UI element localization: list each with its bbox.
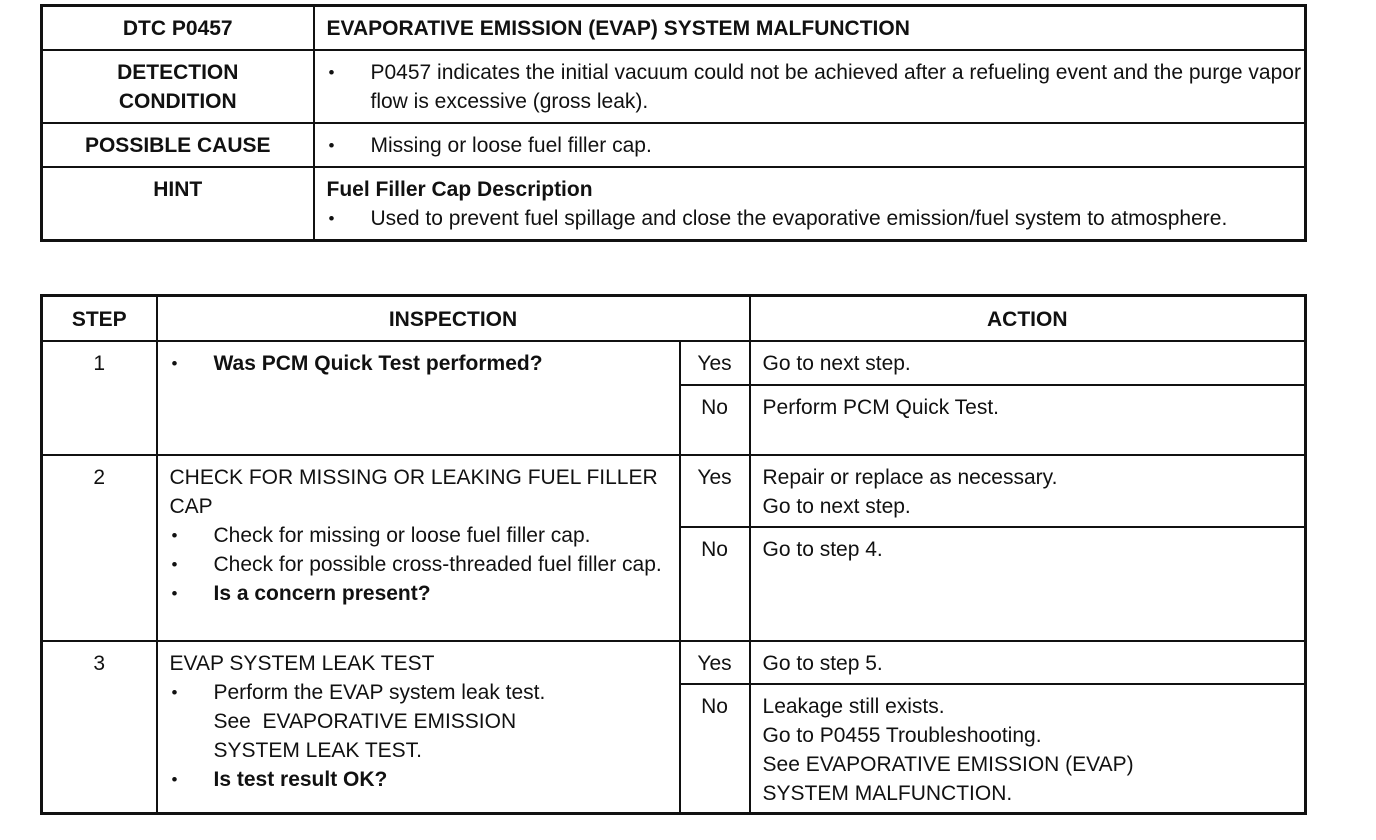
step-3-no-action [750,684,1306,814]
dtc-code-label: DTC P0457 [42,6,314,51]
step-2-yes-action-line2: Go to next step. [762,495,911,518]
step-3-inspection [157,641,680,814]
step-2-yes-action-line1: Repair or replace as necessary. [762,466,1058,489]
dtc-title-row [42,6,1306,51]
step-3-heading: EVAP SYSTEM LEAK TEST [169,652,435,675]
step-3-question: Is test result OK? [213,768,388,791]
bullet-icon: • [171,354,178,373]
inspection-header: INSPECTION [157,296,750,342]
step-2-question: Is a concern present? [213,582,431,605]
step-1-yes-row [42,341,1306,385]
cause-text: Missing or loose fuel filler cap. [370,134,652,157]
step-3-item-1-line2: See EVAPORATIVE EMISSION [213,710,517,733]
step-3-no-action-line2: Go to P0455 Troubleshooting. [762,724,1042,747]
hint-label: HINT [42,167,314,241]
bullet-icon: • [328,209,335,228]
troubleshooting-steps-table [40,294,1307,815]
step-2-no-action: Go to step 4. [750,527,1306,641]
step-3-yes-action: Go to step 5. [750,641,1306,684]
step-number: 1 [42,341,157,455]
step-2-inspection [157,455,680,641]
step-2-item-1: Check for missing or loose fuel filler cap. [213,524,591,547]
cause-cell [314,123,1306,167]
no-label: No [680,385,750,455]
bullet-icon: • [171,770,178,789]
detection-text: P0457 indicates the initial vacuum could not be achieved after a refueling event and the purge vapor flow is excessive (gross leak). [370,61,1301,113]
no-label: No [680,527,750,641]
step-3-no-action-line1: Leakage still exists. [762,695,945,718]
detection-label-line1: DETECTION [117,61,239,84]
hint-text: Used to prevent fuel spillage and close the evaporative emission/fuel system to atmosphere. [370,207,1228,230]
step-3-item-1 [214,678,669,765]
hint-heading: Fuel Filler Cap Description [326,178,593,201]
detection-cell [314,50,1306,123]
no-label: No [680,684,750,814]
yes-label: Yes [680,341,750,385]
bullet-icon: • [171,584,178,603]
bullet-icon: • [171,683,178,702]
step-3-item-1-line1: Perform the EVAP system leak test. [213,681,546,704]
step-1-inspection [157,341,680,455]
dtc-summary-table [40,4,1307,242]
step-1-question: Was PCM Quick Test performed? [213,352,543,375]
detection-label [42,50,314,123]
step-2-heading: CHECK FOR MISSING OR LEAKING FUEL FILLER CAP [169,466,658,518]
step-2-yes-action [750,455,1306,527]
step-1-yes-action: Go to next step. [750,341,1306,385]
bullet-icon: • [171,526,178,545]
step-3-yes-row [42,641,1306,684]
step-number: 3 [42,641,157,814]
detection-label-line2: CONDITION [118,90,237,113]
step-1-no-action: Perform PCM Quick Test. [750,385,1306,455]
yes-label: Yes [680,641,750,684]
step-3-item-1-line3: SYSTEM LEAK TEST. [213,739,423,762]
step-3-no-action-line3: See EVAPORATIVE EMISSION (EVAP) [762,753,1134,776]
step-3-no-action-line4: SYSTEM MALFUNCTION. [762,782,1013,805]
cause-label: POSSIBLE CAUSE [42,123,314,167]
hint-row [42,167,1306,241]
hint-cell [314,167,1306,241]
bullet-icon: • [328,63,335,82]
detection-row [42,50,1306,123]
step-header: STEP [42,296,157,342]
cause-row [42,123,1306,167]
bullet-icon: • [171,555,178,574]
action-header: ACTION [750,296,1306,342]
step-number: 2 [42,455,157,641]
step-2-item-2: Check for possible cross-threaded fuel filler cap. [213,553,662,576]
dtc-title: EVAPORATIVE EMISSION (EVAP) SYSTEM MALFUNCTION [314,6,1306,51]
bullet-icon: • [328,136,335,155]
step-2-yes-row [42,455,1306,527]
header-row [42,296,1306,342]
yes-label: Yes [680,455,750,527]
